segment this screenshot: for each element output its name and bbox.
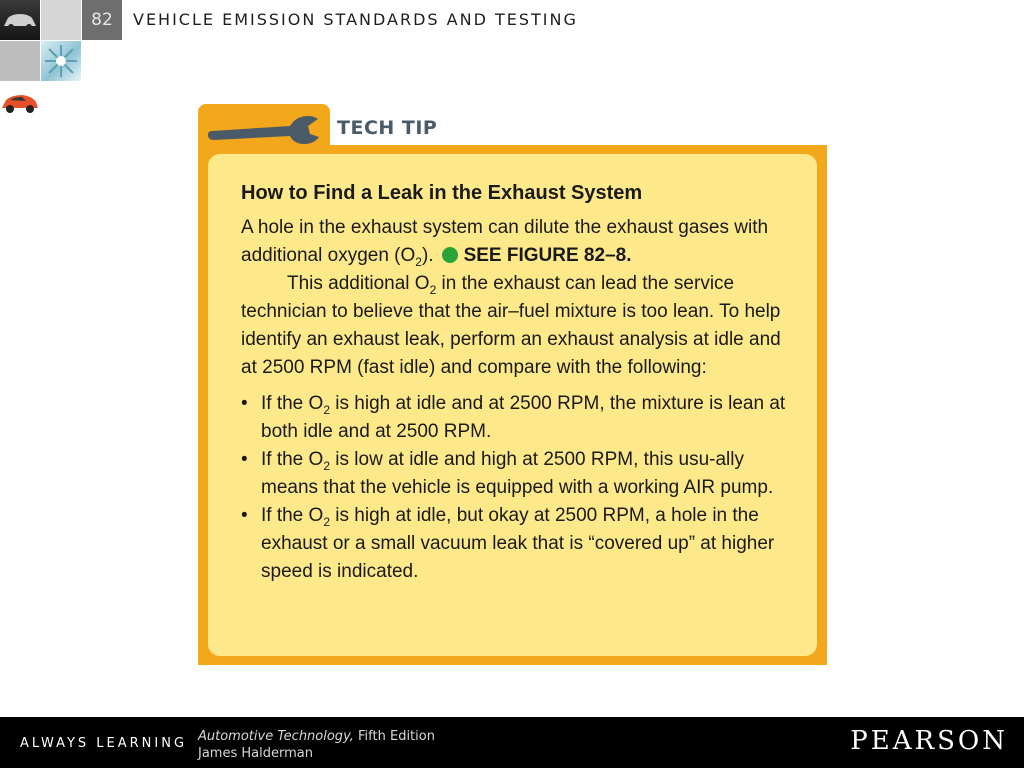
bullet-item: • If the $O_2$ is low at idle and high at 2500 RPM, this usu-ally means that the vehicle is equipped with a working AIR pump. (241, 446, 801, 502)
figure-reference: SEE FIGURE 82–8. (463, 245, 632, 266)
grey-thumbnail-2 (0, 41, 40, 81)
book-edition: Fifth Edition (353, 729, 435, 744)
always-learning-tagline: ALWAYS LEARNING (20, 736, 188, 751)
paragraph-2: This additional $O_2$ in the exhaust can lead the service technician to believe that the air–fuel mixture is too lean. To help identify an exhaust leak, perform an exhaust analysis at idle and at 2500 RPM (fast idle) and compare with the following: (241, 273, 781, 378)
page-number: 82 (82, 0, 122, 40)
book-credit (198, 728, 435, 762)
grey-thumbnail (41, 0, 81, 40)
turbine-thumbnail (41, 41, 81, 81)
car-thumbnail-dark (0, 0, 40, 40)
bullet-item: • If the $O_2$ is high at idle and at 2500 RPM, the mixture is lean at both idle and at 2500 RPM. (241, 390, 801, 446)
tip-heading: How to Find a Leak in the Exhaust System (241, 182, 643, 204)
figure-bullet-icon (442, 247, 458, 263)
chapter-title: VEHICLE EMISSION STANDARDS AND TESTING (133, 10, 578, 29)
bullet-list (241, 390, 801, 586)
red-car-thumbnail (0, 82, 40, 122)
tech-tip-label: TECH TIP (337, 117, 438, 139)
bullet-item: • If the $O_2$ is high at idle, but okay at 2500 RPM, a hole in the exhaust or a small vacuum leak that is “covered up” at higher speed is indicated. (241, 502, 801, 586)
footer-bar (0, 717, 1024, 768)
paragraph-1: A hole in the exhaust system can dilute the exhaust gases with additional oxygen $(O_2)$. SEE FIGURE 82–8. (241, 217, 769, 269)
book-author: James Halderman (198, 746, 313, 761)
tech-tip-content (241, 180, 801, 586)
pearson-logo: PEARSON (850, 726, 1008, 756)
book-title: Automotive Technology, (198, 729, 354, 744)
